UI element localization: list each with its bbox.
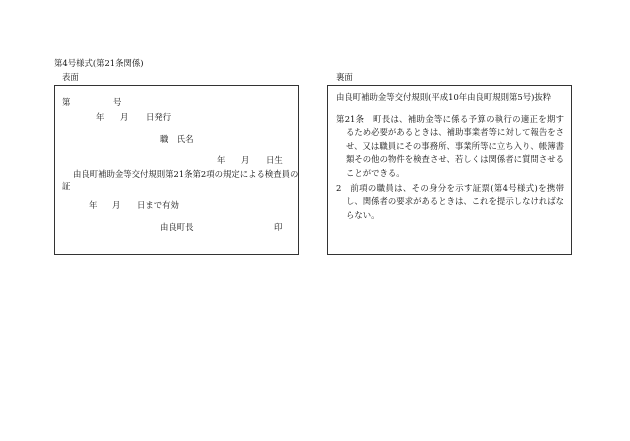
seal-mark: 印 [274,222,283,232]
front-side-label: 表面 [62,72,79,82]
issue-year: 年 [96,112,105,122]
birth-month: 月 [241,155,250,165]
back-side-label: 裏面 [336,72,353,82]
id-card-back [327,85,572,255]
birth-year: 年 [217,155,226,165]
inspector-statement-line2: 証 [62,181,71,191]
issue-day: 日発行 [146,112,172,122]
inspector-statement-line1: 由良町補助金等交付規則第21条第2項の規定による検査員の [73,169,299,179]
excerpt-title: 由良町補助金等交付規則(平成10年由良町規則第5号)抜粋 [336,92,552,102]
article-21-paragraph-2: 2 前項の職員は、その身分を示す証票(第4号様式)を携帯し、関係者の要求があるときは、これを提示しなければならない。 [336,183,564,220]
valid-until: 日まで有効 [137,200,179,210]
card-number-suffix: 号 [113,97,122,107]
form-label: 第4号様式(第21条関係) [54,58,144,68]
valid-month: 月 [112,200,121,210]
post-and-name: 職 氏名 [160,134,194,144]
issue-month: 月 [120,112,129,122]
article-21-text: 第21条 町長は、補助金等に係る予算の執行の適正を期するため必要があるときは、補助事業者等に対して報告をさせ、又は職員にその事務所、事業所等に立ち入り、帳簿書類その他の物件を検査させ、若しくは関係者に質問させることができる。 [336,114,564,178]
issuer-title: 由良町長 [160,222,194,232]
birth-day: 日生 [266,155,283,165]
card-number-prefix: 第 [62,97,71,107]
id-card-front [54,85,299,255]
valid-year: 年 [89,200,98,210]
